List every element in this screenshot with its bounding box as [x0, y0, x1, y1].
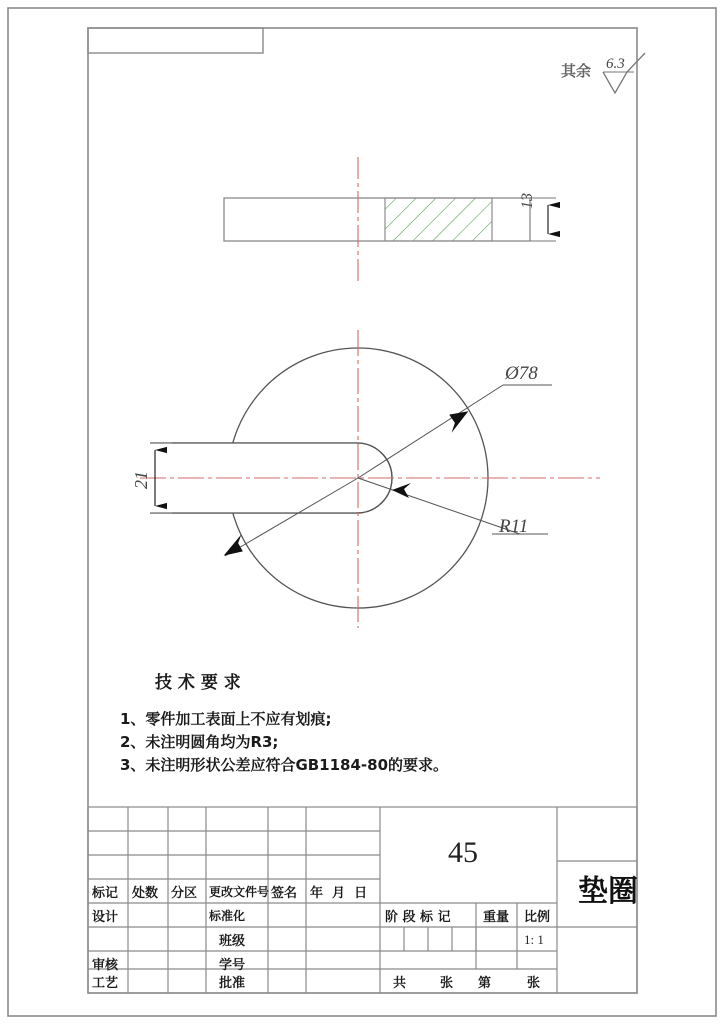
revision-header-docno: 更改文件号	[209, 885, 270, 899]
tech-req-heading: 技 术 要 求	[155, 673, 241, 693]
title-row-2-second: 学号	[219, 958, 246, 973]
revision-header-zone: 分区	[171, 886, 198, 901]
weight-label: 重量	[483, 910, 510, 925]
stage-marking-label: 阶 段 标 记	[385, 910, 451, 925]
revision-header-signature: 签名	[271, 886, 298, 901]
sheet-index-label: 第	[478, 976, 492, 991]
title-row-3-second: 批准	[219, 976, 246, 991]
sheet-total-unit: 张	[440, 976, 454, 991]
surface-finish-value: 6.3	[606, 56, 625, 72]
radius-dimension-label: R11	[499, 516, 529, 537]
tech-req-item-1: 1、零件加工表面上不应有划痕;	[120, 710, 332, 728]
scale-label: 比例	[524, 910, 551, 925]
revision-header-count: 处数	[132, 886, 159, 901]
slot-width-dimension-label: 21	[131, 471, 151, 489]
title-row-0-second: 标准化	[209, 909, 246, 923]
scale-value: 1: 1	[524, 932, 544, 947]
part-name: 垫圈	[578, 874, 638, 909]
tech-req-item-2: 2、未注明圆角均为R3;	[120, 733, 279, 751]
revision-header-date: 年 月 日	[310, 886, 368, 901]
thickness-dimension-label: 13	[519, 193, 536, 209]
section-view-geometry	[224, 198, 530, 241]
tech-req-item-3: 3、未注明形状公差应符合GB1184-80的要求。	[120, 756, 449, 774]
title-row-2-role: 审核	[92, 958, 119, 973]
title-row-1-second: 班级	[219, 934, 246, 949]
sheet-index-unit: 张	[527, 976, 541, 991]
revision-header-marking: 标记	[92, 886, 119, 901]
sheet-total-label: 共	[393, 976, 407, 991]
surface-finish-prefix: 其余	[561, 62, 592, 80]
title-row-3-role: 工艺	[92, 976, 119, 991]
material-value: 45	[448, 836, 478, 869]
title-row-0-role: 设计	[92, 910, 119, 925]
diameter-dimension-label: Ø78	[505, 363, 538, 384]
corner-stamp-box	[88, 28, 263, 53]
